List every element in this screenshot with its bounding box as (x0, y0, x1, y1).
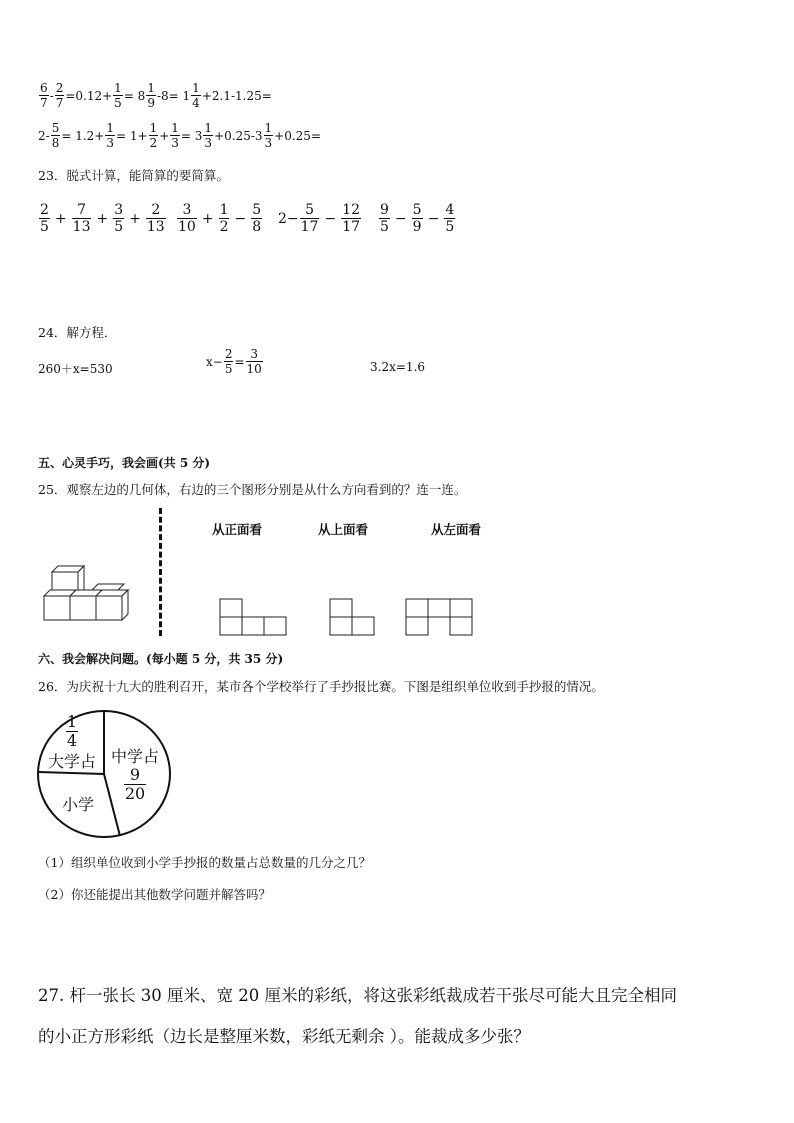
section-5-title: 五、心灵手巧，我会画(共 5 分) (38, 456, 211, 470)
question-26-sub-2: （2）你还能提出其他数学问题并解答吗？ (38, 887, 271, 902)
expression-text: = (234, 354, 245, 369)
pie-divider-line (39, 772, 104, 774)
fraction: $\frac{6}{7}$ (40, 81, 48, 110)
operator: - (49, 88, 54, 103)
fraction: $\frac{5}{8}$ (252, 202, 262, 235)
fraction: $\frac{1}{3}$ (264, 121, 273, 150)
question-26-sub-1: （1）组织单位收到小学手抄报的数量占总数量的几分之几？ (38, 855, 371, 870)
expression-text: +0.25= (274, 128, 321, 143)
fraction: $\frac{4}{5}$ (445, 202, 455, 235)
expression-text: 2- (38, 128, 50, 143)
question-24-title: 24．解方程． (38, 325, 117, 340)
question-26-title: 26．为庆祝十九大的胜利召开，某市各个学校举行了手抄报比赛。下图是组织单位收到手抄报的情况。 (38, 679, 604, 694)
operator: − (324, 210, 337, 227)
fraction: $\frac{1}{4}$ (192, 81, 200, 110)
fraction: $\frac{12}{17}$ (342, 202, 361, 235)
q23-expression-3 (278, 203, 362, 234)
fraction: $\frac{5}{8}$ (51, 121, 60, 150)
zhongxue-fraction: $\frac{9}{20}$ (124, 765, 146, 803)
fraction: $\frac{1}{3}$ (204, 121, 213, 150)
operator: − (427, 210, 440, 227)
pie-label-zhongxue (104, 744, 166, 802)
fraction: $\frac{3}{10}$ (246, 347, 262, 376)
expression-text: = 1.2+ (61, 128, 105, 143)
fraction: $\frac{3}{5}$ (114, 202, 124, 235)
calc-row-2 (38, 122, 321, 149)
fraction: $\frac{1}{2}$ (219, 202, 229, 235)
question-27-line-2: 的小正方形彩纸（边长是整厘米数，彩纸无剩余 ）。能裁成多少张？ (38, 1027, 530, 1046)
expression-text: = 8 (123, 88, 146, 103)
q23-expression-4 (378, 203, 456, 234)
q23-expression-1 (38, 203, 167, 234)
fraction: $\frac{3}{10}$ (178, 202, 196, 235)
dashed-divider (159, 508, 162, 636)
operator: + (96, 210, 109, 227)
view-shape-2 (329, 598, 377, 638)
fraction: $\frac{9}{5}$ (380, 202, 389, 235)
pie-label-daxue (42, 714, 102, 772)
pie-label-xiaoxue: 小学 (62, 795, 95, 814)
fraction: $\frac{2}{5}$ (224, 347, 233, 376)
section-6-title: 六、我会解决问题。(每小题 5 分，共 35 分) (38, 652, 284, 666)
fraction: $\frac{5}{17}$ (300, 202, 319, 235)
equation-1: 260＋x=530 (38, 362, 113, 376)
question-23-title: 23．脱式计算，能简算的要简算。 (38, 168, 229, 183)
fraction: $\frac{2}{5}$ (40, 202, 49, 235)
operator: + (54, 210, 67, 227)
view-shape-1 (219, 598, 289, 638)
fraction: $\frac{1}{3}$ (171, 121, 179, 150)
question-25-title: 25．观察左边的几何体，右边的三个图形分别是从什么方向看到的？连一连。 (38, 482, 467, 497)
zhongxue-label: 中学占 (110, 747, 159, 766)
daxue-label: 大学占 (47, 752, 96, 771)
daxue-fraction: $\frac{1}{4}$ (66, 712, 78, 750)
fraction: $\frac{1}{3}$ (106, 121, 114, 150)
equation-2 (206, 348, 264, 375)
expression-text: = 1+ (116, 128, 148, 143)
view-label-front: 从正面看 (212, 522, 263, 537)
operator: − (234, 210, 247, 227)
expression-text: 2− (278, 210, 299, 227)
equation-3: 3.2x=1.6 (370, 360, 425, 374)
calc-row-1 (38, 82, 272, 109)
fraction: $\frac{2}{7}$ (55, 81, 64, 110)
fraction: $\frac{5}{9}$ (412, 202, 422, 235)
fraction: $\frac{7}{13}$ (72, 202, 91, 235)
expression-text: = 3 (180, 128, 203, 143)
expression-text: +0.25-3 (214, 128, 263, 143)
fraction: $\frac{2}{13}$ (146, 202, 165, 235)
expression-text: +2.1-1.25= (201, 88, 272, 103)
view-shape-3 (405, 598, 475, 638)
fraction: $\frac{1}{2}$ (149, 121, 158, 150)
expression-text: =0.12+ (65, 88, 113, 103)
operator: + (129, 210, 141, 227)
operator: − (394, 210, 407, 227)
expression-text: -8= 1 (156, 88, 191, 103)
fraction: $\frac{1}{9}$ (147, 81, 155, 110)
question-27-line-1: 27. 杆一张长 30 厘米、宽 20 厘米的彩纸，将这张彩纸裁成若干张尽可能大且完全相同 (38, 986, 677, 1005)
operator: + (201, 210, 214, 227)
expression-text: + (159, 128, 170, 143)
cube-solid-figure (38, 562, 144, 624)
view-label-top: 从上面看 (318, 522, 369, 537)
expression-text: x− (206, 354, 223, 369)
q23-expression-2 (176, 203, 263, 234)
fraction: $\frac{1}{5}$ (114, 81, 122, 110)
view-label-left: 从左面看 (431, 522, 482, 537)
